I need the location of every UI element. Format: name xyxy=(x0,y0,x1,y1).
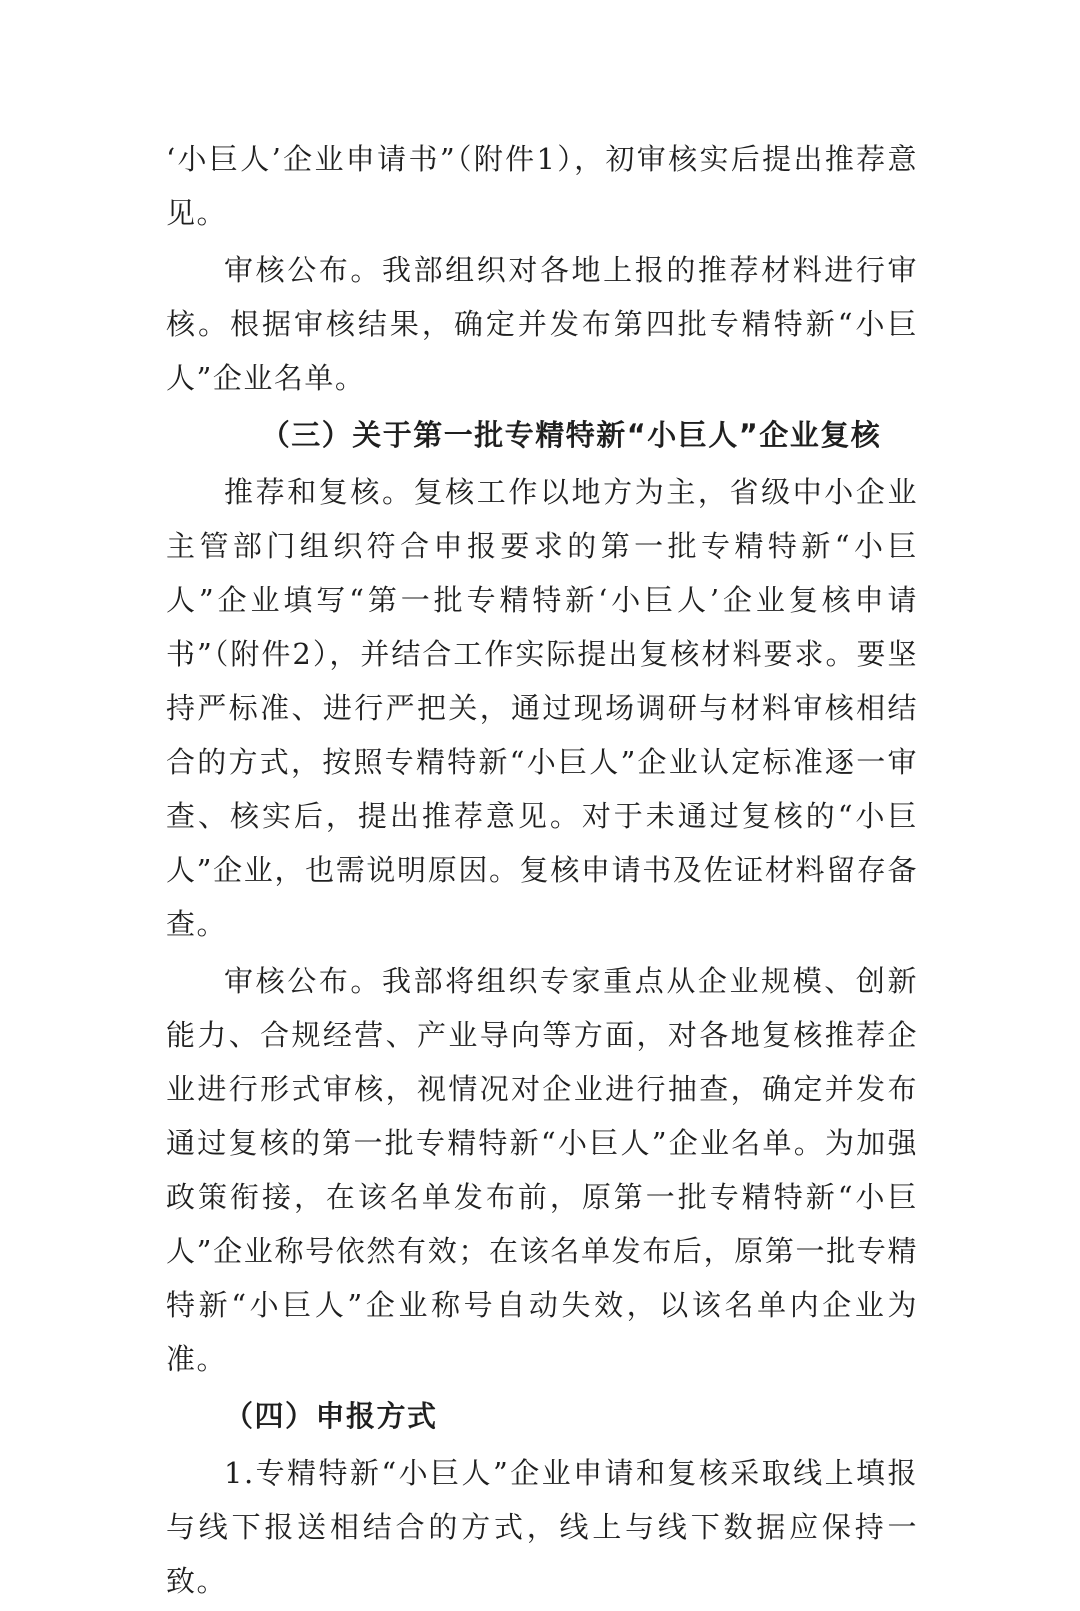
paragraph-fourth-batch-publish: 审核公布。我部组织对各地上报的推荐材料进行审核。根据审核结果，确定并发布第四批专精特新“小巨人”企业名单。 xyxy=(166,253,918,395)
paragraph-application-review: ‘小巨人’企业申请书”（附件1），初审核实后提出推荐意见。 xyxy=(166,142,918,230)
section-heading-application-method: （四）申报方式 xyxy=(224,1399,438,1433)
document-body xyxy=(166,132,918,1611)
section-heading-first-batch-review: （三）关于第一批专精特新“小巨人”企业复核 xyxy=(260,418,882,452)
paragraph-recommend-and-review: 推荐和复核。复核工作以地方为主，省级中小企业主管部门组织符合申报要求的第一批专精特新“小巨人”企业填写“第一批专精特新‘小巨人’企业复核申请书”（附件2），并结合工作实际提出复核材料要求。要坚持严标准、进行严把关，通过现场调研与材料审核相结合的方式，按照专精特新“小巨人”企业认定标准逐一审查、核实后，提出推荐意见。对于未通过复核的“小巨人”企业，也需说明原因。复核申请书及佐证材料留存备查。 xyxy=(166,475,918,941)
paragraph-review-publish: 审核公布。我部将组织专家重点从企业规模、创新能力、合规经营、产业导向等方面，对各地复核推荐企业进行形式审核，视情况对企业进行抽查，确定并发布通过复核的第一批专精特新“小巨人”企业名单。为加强政策衔接，在该名单发布前，原第一批专精特新“小巨人”企业称号依然有效；在该名单发布后，原第一批专精特新“小巨人”企业称号自动失效，以该名单内企业为准。 xyxy=(166,964,918,1376)
paragraph-online-offline: 1.专精特新“小巨人”企业申请和复核采取线上填报与线下报送相结合的方式，线上与线下数据应保持一致。 xyxy=(166,1456,918,1598)
